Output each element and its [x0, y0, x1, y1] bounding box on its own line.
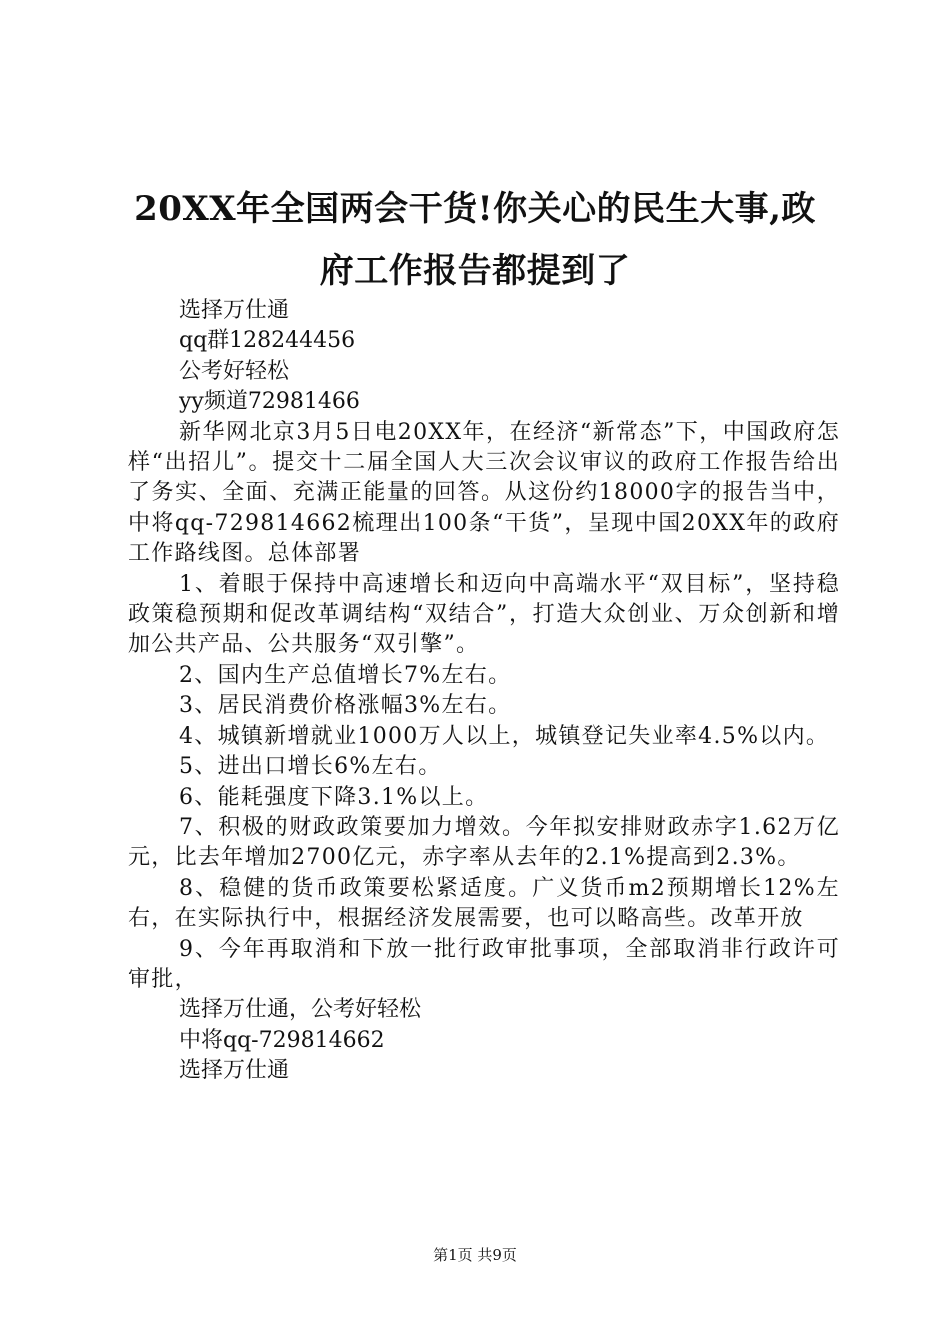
intro-line: qq群128244456	[179, 328, 356, 354]
page-footer: 第1页 共9页	[433, 1246, 517, 1264]
document-title	[128, 178, 822, 302]
paragraph-item-8: 8、稳健的货币政策要松紧适度。广义货币m2预期增长12%左右，在实际执行中，根据经济发展需要，也可以略高些。改革开放	[128, 875, 840, 932]
title-line-2: 府工作报告都提到了	[319, 251, 631, 291]
document-body	[128, 296, 840, 1087]
paragraph-item-3: 3、居民消费价格涨幅3%左右。	[179, 693, 512, 719]
intro-line: yy频道72981466	[179, 389, 360, 415]
paragraph-item-7: 7、积极的财政政策要加力增效。今年拟安排财政赤字1.62万亿元，比去年增加2700亿元，赤字率从去年的2.1%提高到2.3%。	[128, 814, 840, 871]
closing-line: 选择万仕通，公考好轻松	[179, 997, 422, 1023]
title-line-1: 20XX年全国两会干货!你关心的民生大事,政	[134, 189, 816, 229]
paragraph-item-2: 2、国内生产总值增长7%左右。	[179, 662, 512, 688]
closing-line: 选择万仕通	[179, 1058, 290, 1084]
paragraph-item-9: 9、今年再取消和下放一批行政审批事项，全部取消非行政许可审批，	[128, 936, 840, 992]
intro-line: 选择万仕通	[179, 298, 290, 323]
closing-line: 中将qq-729814662	[179, 1027, 385, 1053]
paragraph-item-5: 5、进出口增长6%左右。	[179, 754, 442, 780]
intro-line: 公考好轻松	[179, 358, 290, 384]
paragraph-item-1: 1、着眼于保持中高速增长和迈向中高端水平“双目标”，坚持稳政策稳预期和促改革调结构“双结合”，打造大众创业、万众创新和增加公共产品、公共服务“双引擎”。	[128, 571, 840, 658]
paragraph-item-6: 6、能耗强度下降3.1%以上。	[179, 784, 489, 810]
paragraph-lead: 新华网北京3月5日电20XX年，在经济“新常态”下，中国政府怎样“出招儿”。提交十二届全国人大三次会议审议的政府工作报告给出了务实、全面、充满正能量的回答。从这份约18000字的报告当中，中将qq-729814662梳理出100条“干货”，呈现中国20XX年的政府工作路线图。总体部署	[128, 419, 840, 567]
paragraph-item-4: 4、城镇新增就业1000万人以上，城镇登记失业率4.5%以内。	[179, 723, 830, 749]
